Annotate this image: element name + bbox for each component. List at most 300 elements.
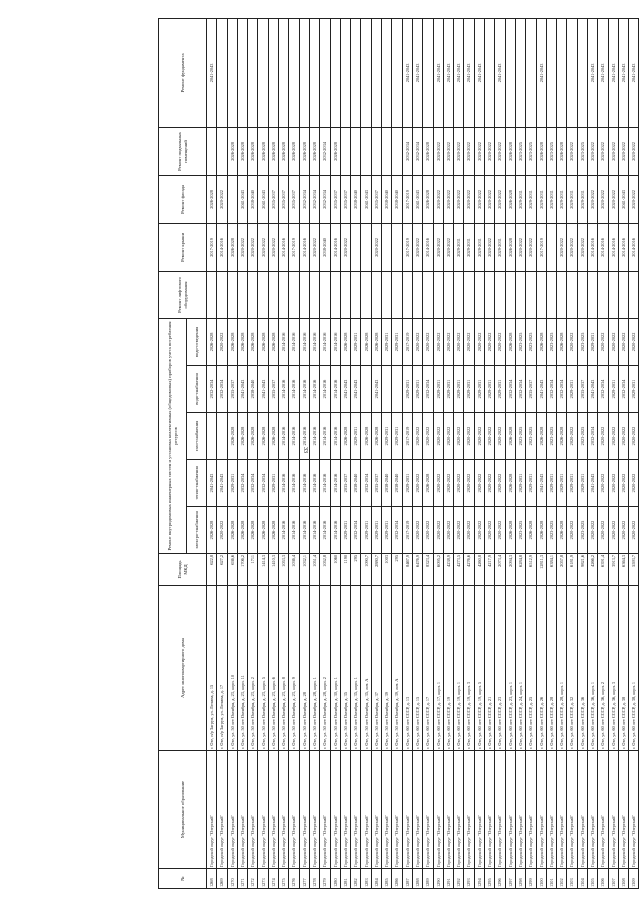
cell-row-num: 1290 — [433, 869, 443, 889]
cell-facade: 2029-2031 — [546, 175, 556, 223]
cell-lift — [515, 271, 525, 318]
cell-lift — [443, 271, 453, 318]
cell-roof: 2017-2019 — [289, 223, 299, 271]
cell-teplo: 2038-2040 — [351, 460, 361, 507]
cell-electro: 2026-2028 — [258, 507, 268, 554]
cell-basement: 2026-2028 — [289, 127, 299, 175]
cell-sewer: 2020-2022 — [598, 318, 608, 365]
cell-teplo: 2035-2037 — [340, 460, 350, 507]
cell-gas: 2026-2028 — [237, 413, 247, 460]
cell-area: 1414,3 — [258, 554, 268, 586]
cell-electro: 2020-2022 — [485, 507, 495, 554]
cell-row-num: 1301 — [546, 869, 556, 889]
header-lift: Ремонт лифтового оборудования — [159, 271, 207, 318]
cell-lift — [351, 271, 361, 318]
cell-sewer: 2014-2016 — [309, 318, 319, 365]
cell-sewer: 2023-2025 — [546, 318, 556, 365]
cell-sewer: 2023-2025 — [526, 318, 536, 365]
cell-foundation — [382, 18, 392, 127]
cell-roof: 2020-2022 — [268, 223, 278, 271]
cell-municipality: Городской округ "Озерский" — [443, 751, 453, 869]
cell-gas: 2020-2022 — [412, 413, 422, 460]
cell-municipality: Городской округ "Озерский" — [392, 751, 402, 869]
cell-electro: 2020-2022 — [618, 507, 628, 554]
cell-teplo: 2032-2034 — [258, 460, 268, 507]
cell-foundation — [361, 18, 371, 127]
cell-roof: 2020-2022 — [412, 223, 422, 271]
cell-row-num: 1303 — [567, 869, 577, 889]
cell-electro: 2032-2034 — [392, 507, 402, 554]
table-row — [464, 18, 474, 888]
cell-roof: 2020-2022 — [577, 223, 587, 271]
cell-facade: 2038-2040 — [382, 175, 392, 223]
cell-area: 1053,3 — [279, 554, 289, 586]
table-row — [309, 18, 319, 888]
cell-gas: 2020-2022 — [495, 413, 505, 460]
cell-basement — [361, 127, 371, 175]
cell-municipality: Городской округ "Озерский" — [207, 751, 217, 869]
cell-foundation: 2041-2043 — [587, 18, 597, 127]
cell-electro: 2017-2019 — [402, 507, 412, 554]
cell-address: г. Озе, ул. 60 лет СССР, д. 21 — [485, 586, 495, 751]
cell-lift — [217, 271, 227, 318]
cell-lift — [279, 271, 289, 318]
cell-lift — [423, 271, 433, 318]
table-row — [279, 18, 289, 888]
table-row — [392, 18, 402, 888]
cell-foundation — [340, 18, 350, 127]
cell-electro: 2026-2028 — [268, 507, 278, 554]
cell-gas: 2026-2028 — [505, 413, 515, 460]
cell-teplo: 2014-2016 — [309, 460, 319, 507]
cell-teplo: 2029-2031 — [526, 460, 536, 507]
cell-teplo: 2029-2031 — [577, 460, 587, 507]
cell-address: г. Озе, ул. 60 лет СССР, д. 26 — [536, 586, 546, 751]
cell-row-num: 1297 — [505, 869, 515, 889]
cell-basement: 2026-2028 — [299, 127, 309, 175]
cell-address: г. Озе, ул. 60 лет СССР, д. 17, корп. 1 — [433, 586, 443, 751]
cell-row-num: 1308 — [618, 869, 628, 889]
cell-sewer: 2020-2022 — [464, 318, 474, 365]
cell-electro: 2020-2022 — [567, 507, 577, 554]
cell-electro: 2020-2022 — [412, 507, 422, 554]
cell-gas: 2020-2022 — [433, 413, 443, 460]
cell-address: г. Озе, ул. 60 лет СССР, д. 23, корп. 1 — [505, 586, 515, 751]
cell-electro: 2014-2016 — [320, 507, 330, 554]
cell-row-num: 1298 — [515, 869, 525, 889]
cell-address: г. Озе, ул. 60 лет СССР, д. 36, корп. 3 — [608, 586, 618, 751]
cell-teplo: 2041-2043 — [536, 460, 546, 507]
cell-row-num: 1296 — [495, 869, 505, 889]
cell-gas: 2023-2025 — [577, 413, 587, 460]
cell-electro: 2020-2022 — [598, 507, 608, 554]
table-row — [546, 18, 556, 888]
cell-sewer: 2020-2022 — [443, 318, 453, 365]
cell-sewer: 2026-2028 — [505, 318, 515, 365]
cell-foundation — [392, 18, 402, 127]
table-row — [258, 18, 268, 888]
cell-electro: 2020-2022 — [474, 507, 484, 554]
cell-roof: 2017-2019 — [402, 223, 412, 271]
cell-foundation — [237, 18, 247, 127]
cell-lift — [474, 271, 484, 318]
table-row — [423, 18, 433, 888]
cell-area: 1706,2 — [237, 554, 247, 586]
cell-gas: 2026-2028 — [248, 413, 258, 460]
cell-municipality: Городской округ "Озерский" — [340, 751, 350, 869]
header-water: водо-снабжения — [187, 366, 207, 413]
cell-row-num: 1302 — [557, 869, 567, 889]
table-row — [382, 18, 392, 888]
cell-electro: 2014-2016 — [330, 507, 340, 554]
cell-basement: 2026-2028 — [268, 127, 278, 175]
cell-electro: 2029-2031 — [371, 507, 381, 554]
cell-water: 2032-2034 — [598, 366, 608, 413]
cell-electro: 2020-2022 — [443, 507, 453, 554]
cell-roof: 2014-2016 — [629, 223, 639, 271]
cell-electro: 2020-2022 — [495, 507, 505, 554]
cell-area: 6391,4 — [598, 554, 608, 586]
cell-roof — [351, 223, 361, 271]
cell-row-num: 1286 — [392, 869, 402, 889]
cell-lift — [412, 271, 422, 318]
cell-address: г. Озе, ул. 50 лет Октября, д. 35, корп. 1 — [351, 586, 361, 751]
cell-water: 2029-2031 — [412, 366, 422, 413]
cell-row-num: 1287 — [402, 869, 412, 889]
table-row — [557, 18, 567, 888]
cell-row-num: 1289 — [423, 869, 433, 889]
cell-facade: 2020-2022 — [629, 175, 639, 223]
cell-area: 8323,4 — [423, 554, 433, 586]
cell-teplo: 2020-2022 — [474, 460, 484, 507]
header-basement: Ремонт подвальных помещений — [159, 127, 207, 175]
cell-facade: 2029-2031 — [536, 175, 546, 223]
cell-municipality: Городской округ "Озерский" — [248, 751, 258, 869]
cell-address: г. Озе, ул. 50 лет Октября, д. 37 — [371, 586, 381, 751]
cell-area: 636,6 — [227, 554, 237, 586]
cell-lift — [289, 271, 299, 318]
cell-foundation — [227, 18, 237, 127]
cell-foundation: 2041-2043 — [474, 18, 484, 127]
cell-address: г. Озе, ул. 50 лет Октября, д. 23, корп. 2 — [248, 586, 258, 751]
cell-basement: 2026-2028 — [536, 127, 546, 175]
cell-gas: 2020-2022 — [608, 413, 618, 460]
cell-area: 5593,7 — [629, 554, 639, 586]
cell-foundation — [557, 18, 567, 127]
cell-basement: 2026-2028 — [423, 127, 433, 175]
cell-electro: 2014-2016 — [309, 507, 319, 554]
table-row — [371, 18, 381, 888]
cell-roof: 2020-2022 — [309, 223, 319, 271]
cell-facade — [227, 175, 237, 223]
cell-teplo: 2020-2022 — [443, 460, 453, 507]
cell-electro: 2026-2028 — [207, 507, 217, 554]
cell-water: 2029-2031 — [433, 366, 443, 413]
cell-row-num: 1275 — [279, 869, 289, 889]
cell-roof — [382, 223, 392, 271]
cell-lift — [320, 271, 330, 318]
cell-address: г. Озе, ул. 50 лет Октября, д. 23, корп. 9 — [289, 586, 299, 751]
cell-municipality: Городской округ "Озерский" — [567, 751, 577, 869]
cell-basement: 2020-2022 — [618, 127, 628, 175]
rotated-table-wrapper — [158, 19, 637, 889]
cell-basement: 2020-2022 — [598, 127, 608, 175]
cell-address: г. Озе, ул. 60 лет СССР, д. 24, корп. 1 — [515, 586, 525, 751]
cell-water: 2032-2034 — [207, 366, 217, 413]
cell-teplo: 2020-2022 — [485, 460, 495, 507]
cell-electro: 2020-2022 — [217, 507, 227, 554]
cell-lift — [587, 271, 597, 318]
cell-teplo: 2029-2031 — [402, 460, 412, 507]
cell-municipality: Городской округ "Озерский" — [629, 751, 639, 869]
cell-lift — [577, 271, 587, 318]
cell-municipality: Городской округ "Озерский" — [577, 751, 587, 869]
cell-water: 2041-2043 — [351, 366, 361, 413]
cell-electro: 2014-2016 — [299, 507, 309, 554]
cell-address: г. Озе, ул. 60 лет СССР, д. 38 — [618, 586, 628, 751]
cell-sewer: 2017-2019 — [402, 318, 412, 365]
cell-facade: 2038-2040 — [351, 175, 361, 223]
cell-row-num: 1279 — [320, 869, 330, 889]
cell-foundation — [258, 18, 268, 127]
header-municipality: Муниципальное образование — [159, 751, 207, 869]
cell-gas — [217, 413, 227, 460]
cell-basement: 2023-2025 — [526, 127, 536, 175]
cell-teplo: 2029-2031 — [557, 460, 567, 507]
cell-municipality: Городской округ "Озерский" — [382, 751, 392, 869]
cell-foundation: 2041-2043 — [207, 18, 217, 127]
header-repair-group: Ремонт внутридомовых инженерных систем и установка коллективных (общедомовых) приборов учета потребления ресурсов — [159, 318, 187, 553]
cell-address: г. Озе, ул. 50 лет Октября, д. 23, корп. 8 — [279, 586, 289, 751]
cell-sewer: 2029-2031 — [587, 318, 597, 365]
cell-foundation: 2041-2043 — [598, 18, 608, 127]
cell-row-num: 1272 — [248, 869, 258, 889]
cell-electro: 2026-2028 — [248, 507, 258, 554]
cell-water: 2032-2034 — [557, 366, 567, 413]
cell-roof: 2020-2022 — [567, 223, 577, 271]
cell-area: 1003 — [382, 554, 392, 586]
cell-basement: 2026-2028 — [505, 127, 515, 175]
cell-municipality: Городской округ "Озерский" — [237, 751, 247, 869]
cell-address: г. Озе, ул. 60 лет СССР, д. 15 — [412, 586, 422, 751]
cell-gas: 2020-2022 — [485, 413, 495, 460]
cell-municipality: Городской округ "Озерский" — [412, 751, 422, 869]
cell-roof: 2020-2022 — [433, 223, 443, 271]
table-row — [598, 18, 608, 888]
header-teplo: тепло-снабжения — [187, 460, 207, 507]
cell-teplo: 2041-2043 — [207, 460, 217, 507]
cell-sewer: 2014-2016 — [320, 318, 330, 365]
table-row — [299, 18, 309, 888]
cell-row-num: 1285 — [382, 869, 392, 889]
cell-gas: 2020-2022 — [464, 413, 474, 460]
table-row — [485, 18, 495, 888]
cell-facade: 2020-2022 — [443, 175, 453, 223]
table-row — [505, 18, 515, 888]
cell-facade: 2017-2019 — [402, 175, 412, 223]
cell-lift — [402, 271, 412, 318]
cell-facade: 2020-2022 — [217, 175, 227, 223]
cell-gas: 2020-2022 — [629, 413, 639, 460]
cell-basement: 2026-2028 — [279, 127, 289, 175]
cell-electro: 2029-2031 — [361, 507, 371, 554]
cell-area: 622,8 — [207, 554, 217, 586]
cell-gas: 2026-2028 — [371, 413, 381, 460]
cell-electro: 2026-2028 — [237, 507, 247, 554]
cell-row-num: 1283 — [361, 869, 371, 889]
cell-basement: 2023-2025 — [577, 127, 587, 175]
cell-water: 2035-2037 — [577, 366, 587, 413]
cell-lift — [340, 271, 350, 318]
cell-electro: 2020-2022 — [423, 507, 433, 554]
table-row — [248, 18, 258, 888]
cell-basement: 2020-2022 — [567, 127, 577, 175]
cell-area: 12811,3 — [536, 554, 546, 586]
cell-facade: 2020-2022 — [495, 175, 505, 223]
cell-municipality: Городской округ "Озерский" — [299, 751, 309, 869]
cell-facade: 2041-2043 — [412, 175, 422, 223]
cell-gas: 2020-2022 — [598, 413, 608, 460]
cell-lift — [433, 271, 443, 318]
cell-sewer: 2020-2022 — [567, 318, 577, 365]
cell-facade: 2020-2022 — [485, 175, 495, 223]
cell-basement — [340, 127, 350, 175]
cell-municipality: Городской округ "Озерский" — [371, 751, 381, 869]
cell-roof: 2029-2031 — [454, 223, 464, 271]
cell-basement: 2026-2028 — [227, 127, 237, 175]
table-row — [629, 18, 639, 888]
cell-lift — [618, 271, 628, 318]
cell-basement: 2026-2028 — [248, 127, 258, 175]
cell-foundation — [567, 18, 577, 127]
cell-roof: 2020-2022 — [237, 223, 247, 271]
cell-teplo: 2014-2016 — [330, 460, 340, 507]
cell-roof: 2020-2022 — [248, 223, 258, 271]
table-row — [207, 18, 217, 888]
cell-roof: 2029-2031 — [474, 223, 484, 271]
cell-facade: 2035-2037 — [330, 175, 340, 223]
cell-lift — [454, 271, 464, 318]
table-row — [351, 18, 361, 888]
table-body — [207, 18, 639, 888]
cell-address: г. Озе, ул. 50 лет Октября, д. 35 — [340, 586, 350, 751]
page-number: 33 — [302, 447, 308, 453]
cell-teplo: 2020-2022 — [608, 460, 618, 507]
cell-roof: 2020-2022 — [485, 223, 495, 271]
cell-sewer: 2029-2031 — [382, 318, 392, 365]
cell-basement: 2020-2022 — [454, 127, 464, 175]
cell-facade: 2026-2028 — [505, 175, 515, 223]
cell-lift — [557, 271, 567, 318]
cell-address: г. Озе, ул. 50 лет Октября, д. 23, корп. 11 — [237, 586, 247, 751]
cell-sewer: 2026-2028 — [248, 318, 258, 365]
cell-basement: 2020-2022 — [608, 127, 618, 175]
cell-lift — [248, 271, 258, 318]
table-row — [289, 18, 299, 888]
cell-water: 2029-2031 — [485, 366, 495, 413]
header-address: Адрес многоквартирного дома — [159, 586, 207, 751]
cell-electro: 2026-2028 — [536, 507, 546, 554]
cell-teplo: 2032-2034 — [237, 460, 247, 507]
cell-sewer: 2014-2016 — [330, 318, 340, 365]
cell-foundation — [217, 18, 227, 127]
cell-sewer: 2014-2016 — [299, 318, 309, 365]
cell-municipality: Городской округ "Озерский" — [330, 751, 340, 869]
cell-sewer: 2026-2028 — [207, 318, 217, 365]
cell-lift — [485, 271, 495, 318]
cell-area: 4273,5 — [454, 554, 464, 586]
table-row — [577, 18, 587, 888]
cell-water: 2032-2034 — [515, 366, 525, 413]
cell-row-num: 1288 — [412, 869, 422, 889]
cell-lift — [309, 271, 319, 318]
cell-area: 6384,1 — [546, 554, 556, 586]
cell-municipality: Городской округ "Озерский" — [454, 751, 464, 869]
cell-foundation: 2041-2043 — [412, 18, 422, 127]
cell-water: 2029-2031 — [402, 366, 412, 413]
cell-foundation: 2041-2043 — [402, 18, 412, 127]
table-row — [443, 18, 453, 888]
cell-row-num: 1299 — [526, 869, 536, 889]
cell-foundation: 2041-2043 — [454, 18, 464, 127]
table-row — [515, 18, 525, 888]
cell-row-num: 1292 — [454, 869, 464, 889]
cell-teplo: 2020-2022 — [454, 460, 464, 507]
cell-sewer: 2020-2022 — [217, 318, 227, 365]
cell-teplo: 2026-2028 — [423, 460, 433, 507]
cell-sewer: 2026-2028 — [340, 318, 350, 365]
cell-area: 3913,7 — [608, 554, 618, 586]
cell-gas: 2020-2022 — [567, 413, 577, 460]
header-gas: газо-снабжения — [187, 413, 207, 460]
cell-lift — [608, 271, 618, 318]
cell-foundation — [546, 18, 556, 127]
cell-facade: 2038-2040 — [248, 175, 258, 223]
cell-facade: 2020-2022 — [454, 175, 464, 223]
cell-foundation — [268, 18, 278, 127]
cell-basement: 2026-2028 — [237, 127, 247, 175]
cell-row-num: 1278 — [309, 869, 319, 889]
cell-water: 2035-2037 — [227, 366, 237, 413]
cell-roof: 2020-2022 — [443, 223, 453, 271]
table-row — [412, 18, 422, 888]
cell-foundation — [330, 18, 340, 127]
cell-electro: 2023-2025 — [515, 507, 525, 554]
cell-facade: 2026-2028 — [207, 175, 217, 223]
cell-facade: 2035-2037 — [371, 175, 381, 223]
cell-area: 6095,2 — [433, 554, 443, 586]
cell-water: 2032-2034 — [505, 366, 515, 413]
cell-lift — [227, 271, 237, 318]
table-row — [618, 18, 628, 888]
table-row — [608, 18, 618, 888]
cell-water: 2035-2037 — [268, 366, 278, 413]
cell-roof: 2020-2022 — [258, 223, 268, 271]
table-row — [237, 18, 247, 888]
cell-gas: 2014-2016 — [289, 413, 299, 460]
cell-address: г. Озе, ул. 50 лет Октября, д. 39, лит. А — [392, 586, 402, 751]
cell-electro: 2032-2034 — [351, 507, 361, 554]
cell-teplo: 2014-2016 — [299, 460, 309, 507]
cell-row-num: 1282 — [351, 869, 361, 889]
header-num: № — [159, 869, 207, 889]
cell-address: г. Озе, ул. 50 лет Октября, д. 35, лит. А — [361, 586, 371, 751]
cell-foundation — [371, 18, 381, 127]
cell-sewer: 2020-2022 — [608, 318, 618, 365]
cell-teplo: 2029-2031 — [515, 460, 525, 507]
cell-row-num: 1273 — [258, 869, 268, 889]
cell-sewer: 2020-2022 — [412, 318, 422, 365]
